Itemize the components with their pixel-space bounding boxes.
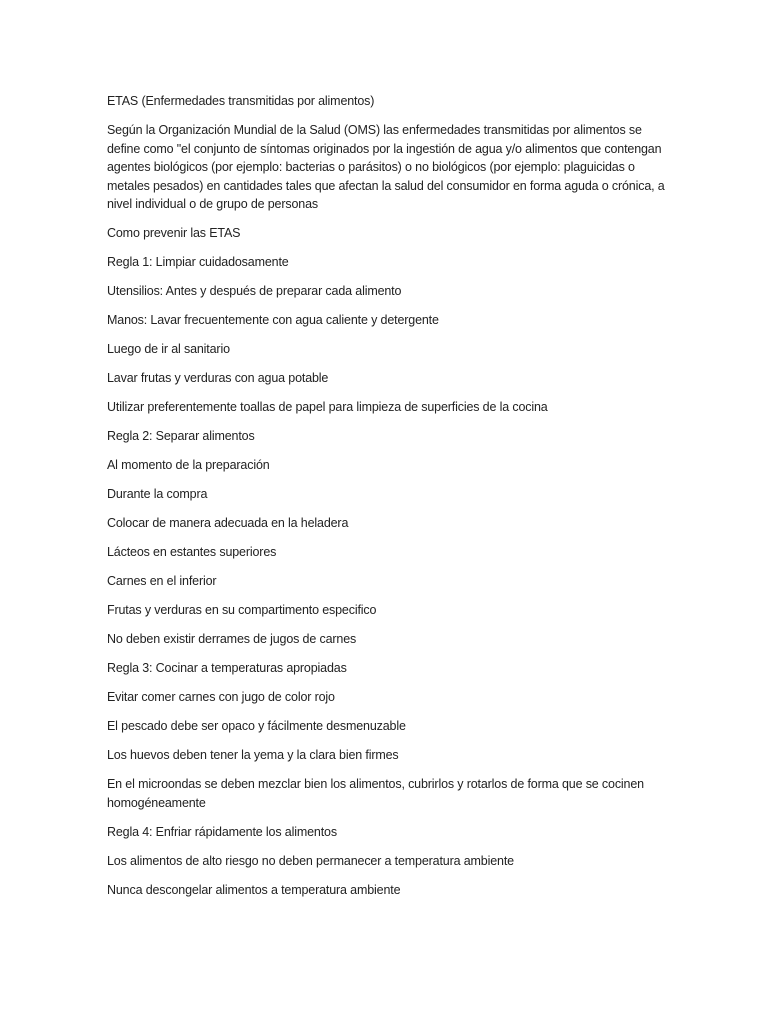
paragraph-line: Utensilios: Antes y después de preparar cada alimento xyxy=(107,284,402,298)
paragraph-line: Luego de ir al sanitario xyxy=(107,342,230,356)
paragraph-line: Al momento de la preparación xyxy=(107,458,270,472)
paragraph-line: Frutas y verduras en su compartimento especifico xyxy=(107,603,377,617)
paragraph-line: Los huevos deben tener la yema y la clara bien firmes xyxy=(107,748,399,762)
paragraph-line: Lavar frutas y verduras con agua potable xyxy=(107,371,329,385)
rule-3-heading: Regla 3: Cocinar a temperaturas apropiadas xyxy=(107,661,347,675)
paragraph-line: Durante la compra xyxy=(107,487,208,501)
paragraph-line: Manos: Lavar frecuentemente con agua caliente y detergente xyxy=(107,313,439,327)
rule-2-heading: Regla 2: Separar alimentos xyxy=(107,429,255,443)
paragraph-line: Los alimentos de alto riesgo no deben permanecer a temperatura ambiente xyxy=(107,853,514,868)
paragraph-line: Nunca descongelar alimentos a temperatura ambiente xyxy=(107,882,401,897)
paragraph-line: No deben existir derrames de jugos de carnes xyxy=(107,632,357,646)
paragraph-line: En el microondas se deben mezclar bien los alimentos, cubrirlos y rotarlos de forma que se cocinen homogéneamente xyxy=(107,777,644,810)
rule-4-heading: Regla 4: Enfriar rápidamente los alimentos xyxy=(107,824,337,839)
intro-paragraph: Según la Organización Mundial de la Salud (OMS) las enfermedades transmitidas por alimentos se define como "el conjunto de síntomas originados por la ingestión de agua y/o alimentos que contengan agentes biológicos (por ejemplo: bacterias o parásitos) o no biológicos (por ejemplo: plaguicidas o metales pesados) en cantidades tales que afectan la salud del consumidor en forma aguda o crónica, a nivel individual o de grupo de personas xyxy=(107,123,665,211)
paragraph-line: El pescado debe ser opaco y fácilmente desmenuzable xyxy=(107,719,406,733)
rule-1-heading: Regla 1: Limpiar cuidadosamente xyxy=(107,255,289,269)
paragraph-line: Colocar de manera adecuada en la heladera xyxy=(107,516,349,530)
paragraph-line: Carnes en el inferior xyxy=(107,574,217,588)
document-title: ETAS (Enfermedades transmitidas por alimentos) xyxy=(107,94,375,108)
paragraph-line: Evitar comer carnes con jugo de color rojo xyxy=(107,690,335,704)
paragraph-line: Utilizar preferentemente toallas de papel para limpieza de superficies de la cocina xyxy=(107,400,548,414)
document-body xyxy=(107,92,667,910)
section-heading-prevention: Como prevenir las ETAS xyxy=(107,226,241,240)
paragraph-line: Lácteos en estantes superiores xyxy=(107,545,277,559)
